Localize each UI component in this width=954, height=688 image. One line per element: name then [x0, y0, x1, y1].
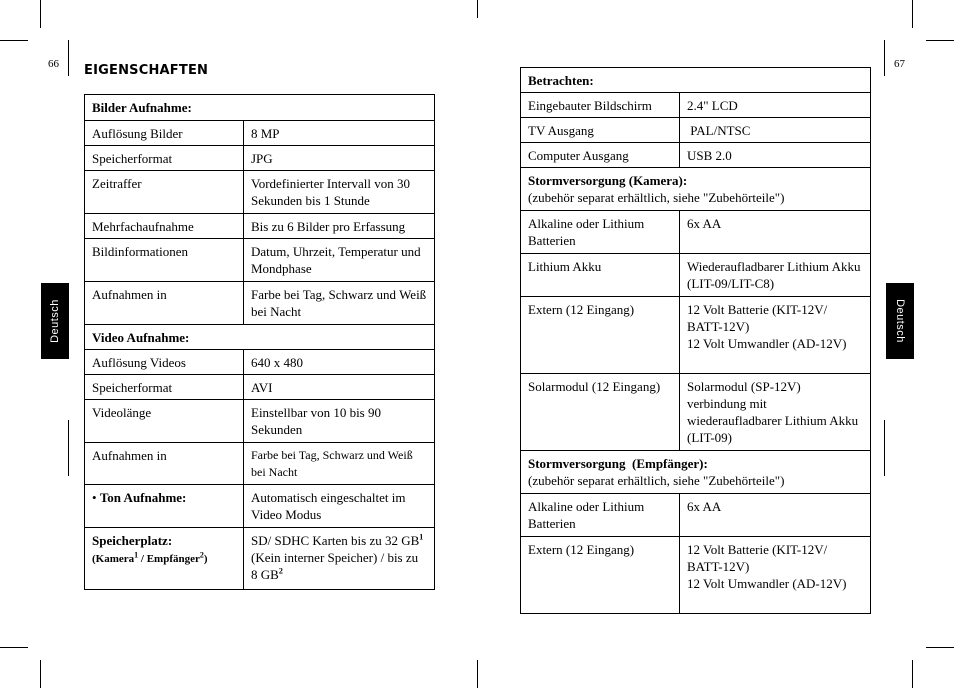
table-row	[85, 214, 435, 239]
table-row	[85, 400, 435, 443]
crop-mark	[926, 40, 954, 41]
value-text: PAL/NTSC	[687, 123, 751, 138]
crop-mark	[884, 420, 885, 476]
crop-mark	[884, 40, 885, 76]
table-row	[521, 93, 871, 118]
page-heading: EIGENSCHAFTEN	[84, 63, 209, 78]
spec-label: Alkaline oder Lithium Batterien	[521, 494, 680, 537]
spec-label	[85, 528, 244, 590]
footnote-mark: 2	[199, 550, 204, 560]
value-part: SD/ SDHC Karten bis zu 32 GB	[251, 533, 420, 548]
crop-mark	[0, 40, 28, 41]
spec-value	[244, 528, 435, 590]
table-row	[85, 375, 435, 400]
spec-label: Solarmodul (12 Eingang)	[521, 374, 680, 451]
section-header-row	[85, 325, 435, 350]
spec-value: Farbe bei Tag, Schwarz und Weiß bei Nacht	[244, 443, 435, 485]
section-note: (zubehör separat erhältlich, siehe "Zubehörteile")	[528, 190, 785, 205]
crop-mark	[926, 647, 954, 648]
spec-value: Wiederaufladbarer Lithium Akku (LIT-09/LIT-C8)	[680, 254, 871, 297]
spec-label: Speicherformat	[85, 375, 244, 400]
table-row	[521, 537, 871, 614]
spec-label: Zeitraffer	[85, 171, 244, 214]
table-row	[521, 211, 871, 254]
section-header-row	[521, 451, 871, 494]
section-title-cell	[521, 168, 871, 211]
table-row	[85, 121, 435, 146]
spec-label: Aufnahmen in	[85, 282, 244, 325]
crop-mark	[40, 0, 41, 28]
spec-value: Bis zu 6 Bilder pro Erfassung	[244, 214, 435, 239]
spec-value	[680, 118, 871, 143]
spec-label: Eingebauter Bildschirm	[521, 93, 680, 118]
crop-mark	[40, 660, 41, 688]
crop-mark	[68, 40, 69, 76]
section-title: Video Aufnahme:	[85, 325, 435, 350]
spec-label: Bildinformationen	[85, 239, 244, 282]
spec-label: Speicherformat	[85, 146, 244, 171]
table-row	[85, 282, 435, 325]
value-line: 12 Volt Umwandler (AD-12V)	[687, 576, 847, 591]
table-row	[85, 485, 435, 528]
value-line: 12 Volt Umwandler (AD-12V)	[687, 336, 847, 351]
spec-value: 6x AA	[680, 211, 871, 254]
spec-value	[680, 297, 871, 374]
spec-value: USB 2.0	[680, 143, 871, 168]
language-tab-label: Deutsch	[49, 299, 61, 343]
spec-value: 640 x 480	[244, 350, 435, 375]
spec-value: Automatisch eingeschaltet im Video Modus	[244, 485, 435, 528]
section-header-row	[521, 68, 871, 93]
spec-label-text: Ton Aufnahme:	[99, 490, 187, 505]
spec-value: Datum, Uhrzeit, Temperatur und Mondphase	[244, 239, 435, 282]
section-title: Stormversorgung (Empfänger):	[528, 456, 708, 471]
table-row	[521, 118, 871, 143]
features-table-right	[520, 67, 871, 614]
spec-value: 2.4" LCD	[680, 93, 871, 118]
spec-sublabel	[92, 550, 208, 565]
section-header-row	[521, 168, 871, 211]
value-line: 12 Volt Batterie (KIT-12V/ BATT-12V)	[687, 302, 828, 334]
spec-label: TV Ausgang	[521, 118, 680, 143]
table-row	[521, 374, 871, 451]
table-row	[85, 443, 435, 485]
crop-mark	[477, 660, 478, 688]
footnote-mark: 2	[278, 566, 283, 576]
table-row	[521, 254, 871, 297]
value-line: 12 Volt Batterie (KIT-12V/ BATT-12V)	[687, 542, 828, 574]
spec-label: Lithium Akku	[521, 254, 680, 297]
language-tab-right	[886, 283, 914, 359]
section-title-cell	[521, 451, 871, 494]
sublabel-part: (Kamera	[92, 553, 135, 565]
spec-label: Extern (12 Eingang)	[521, 297, 680, 374]
crop-mark	[68, 420, 69, 476]
spec-label: Auflösung Bilder	[85, 121, 244, 146]
spec-value: AVI	[244, 375, 435, 400]
features-table-left	[84, 94, 435, 590]
spec-value: Vordefinierter Intervall von 30 Sekunden bis 1 Stunde	[244, 171, 435, 214]
table-row	[521, 494, 871, 537]
crop-mark	[912, 0, 913, 28]
page-number-left: 66	[48, 58, 59, 70]
spec-label: Videolänge	[85, 400, 244, 443]
spec-value	[680, 537, 871, 614]
value-part: (Kein interner Speicher) / bis zu 8 GB	[251, 550, 419, 582]
page-number-right: 67	[894, 58, 905, 70]
spec-value: JPG	[244, 146, 435, 171]
table-row	[85, 350, 435, 375]
spec-value: 8 MP	[244, 121, 435, 146]
section-title: Betrachten:	[521, 68, 871, 93]
section-title: Stormversorgung (Kamera):	[528, 173, 688, 188]
sublabel-part: / Empfänger	[138, 553, 200, 565]
table-row	[85, 171, 435, 214]
section-header-row	[85, 95, 435, 121]
footnote-mark: 1	[134, 550, 139, 560]
spec-label: Alkaline oder Lithium Batterien	[521, 211, 680, 254]
spec-label: Computer Ausgang	[521, 143, 680, 168]
table-row	[85, 146, 435, 171]
spec-value: Einstellbar von 10 bis 90 Sekunden	[244, 400, 435, 443]
crop-mark	[912, 660, 913, 688]
table-row	[85, 528, 435, 590]
bullet-glyph: •	[92, 490, 97, 505]
language-tab-left	[41, 283, 69, 359]
sublabel-part: )	[203, 553, 208, 565]
spec-value: Farbe bei Tag, Schwarz und Weiß bei Nacht	[244, 282, 435, 325]
section-note: (zubehör separat erhältlich, siehe "Zubehörteile")	[528, 473, 785, 488]
table-row	[521, 143, 871, 168]
crop-mark	[0, 647, 28, 648]
language-tab-label: Deutsch	[894, 299, 906, 343]
section-title: Bilder Aufnahme:	[85, 95, 435, 121]
footnote-mark: 1	[419, 532, 424, 542]
spec-value: 6x AA	[680, 494, 871, 537]
table-row	[85, 239, 435, 282]
spec-label	[85, 485, 244, 528]
spec-label: Mehrfachaufnahme	[85, 214, 244, 239]
table-row	[521, 297, 871, 374]
spec-label-text: Speicherplatz:	[92, 533, 173, 548]
crop-mark	[477, 0, 478, 18]
spec-label: Aufnahmen in	[85, 443, 244, 485]
spec-label: Auflösung Videos	[85, 350, 244, 375]
spec-value: Solarmodul (SP-12V) verbindung mit wiederaufladbarer Lithium Akku (LIT-09)	[680, 374, 871, 451]
spec-label: Extern (12 Eingang)	[521, 537, 680, 614]
